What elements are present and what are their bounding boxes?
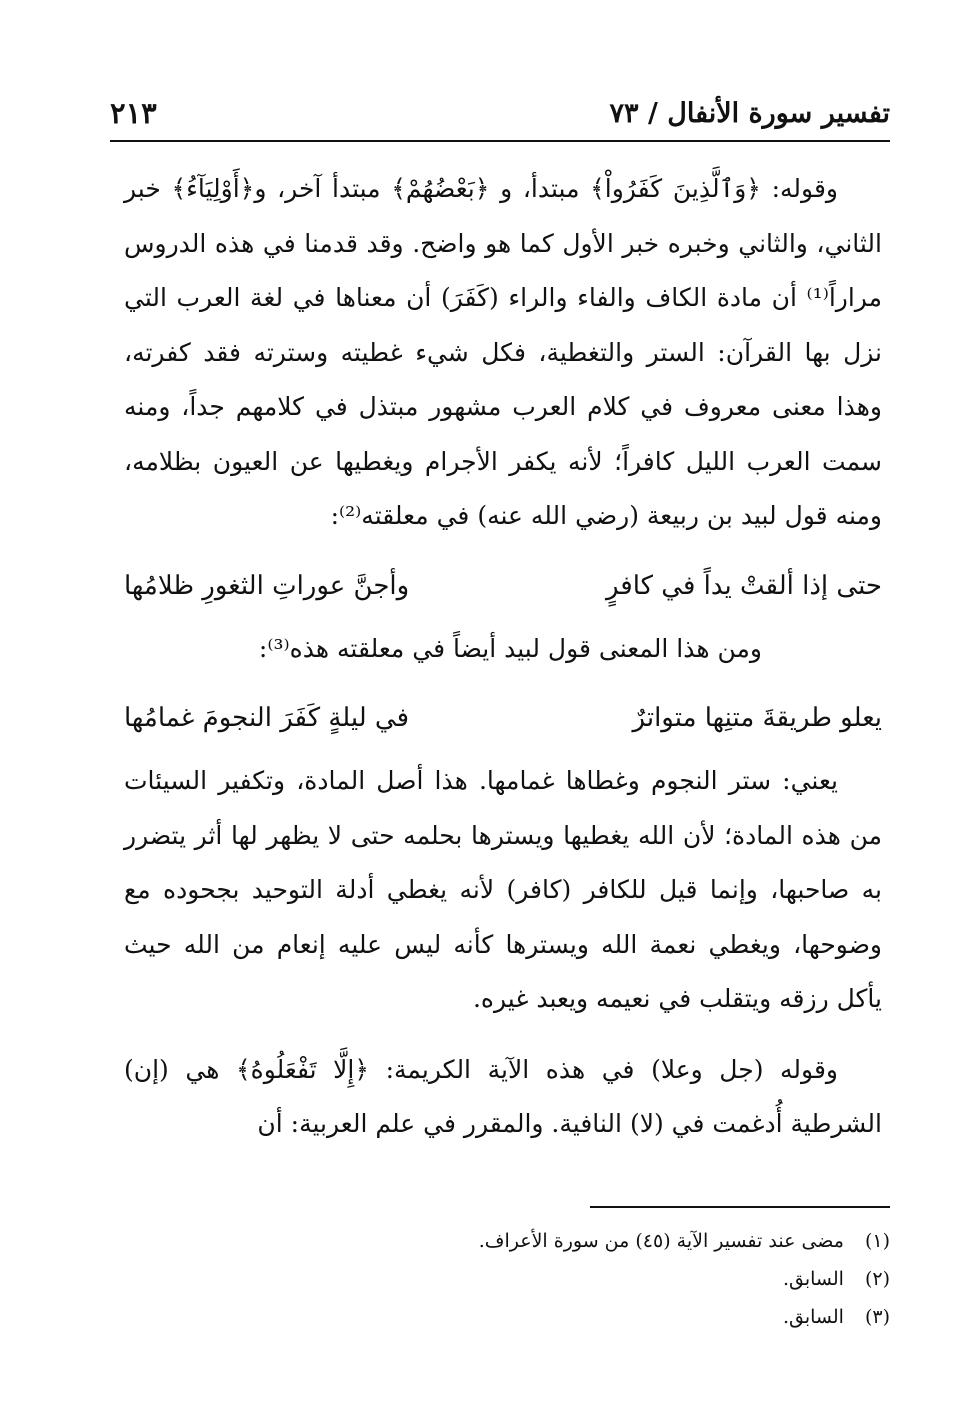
footnote-text: السابق. bbox=[782, 1268, 844, 1290]
page-number: ٢١٣ bbox=[110, 96, 157, 130]
footnote bbox=[124, 1260, 890, 1298]
verse-2-second-hemistich: في ليلةٍ كَفَرَ النجومَ غمامُها bbox=[124, 703, 410, 733]
paragraph-3: يعني: ستر النجوم وغطاها غمامها. هذا أصل المادة، وتكفير السيئات من هذه المادة؛ لأن الله يغطيها ويسترها بحلمه حتى لا يظهر لها أثر يتضرر به صاحبها، وإنما قيل للكافر (كافر) لأنه يغطي أدلة التوحيد بجحوده مع وضوحها، ويغطي نعمة الله ويسترها كأنه ليس عليه إنعام من الله حيث يأكل رزقه ويتقلب في نعيمه ويعبد غيره. bbox=[124, 766, 882, 1013]
page-header bbox=[110, 92, 890, 142]
footnote-text: السابق. bbox=[782, 1306, 844, 1328]
main-text bbox=[124, 162, 882, 1152]
verse-1 bbox=[124, 558, 882, 614]
footnote bbox=[124, 1298, 890, 1336]
footnote-number: (٢) bbox=[864, 1268, 890, 1290]
paragraph-1: وقوله: ﴿وَٱلَّذِينَ كَفَرُواْ﴾ مبتدأ، و ﴿بَعْضُهُمْ﴾ مبتدأ آخر، و﴿أَوْلِيَآءُ﴾ خبر الثاني، والثاني وخبره خبر الأول كما هو واضح. وقد قدمنا في هذه الدروس مراراً⁽¹⁾ أن مادة الكاف والفاء والراء (كَفَرَ) أن معناها في لغة العرب التي نزل بها القرآن: الستر والتغطية، فكل شيء غطيته وسترته فقد كفرته، وهذا معنى معروف في كلام العرب مشهور مبتذل في كلامهم جداً، ومنه سمت العرب الليل كافراً؛ لأنه يكفر الأجرام ويغطيها عن العيون بظلامه، ومنه قول لبيد بن ربيعة (رضي الله عنه) في معلقته⁽²⁾: bbox=[124, 174, 882, 530]
verse-2 bbox=[124, 690, 882, 746]
running-title: تفسير سورة الأنفال / ٧٣ bbox=[609, 98, 890, 129]
paragraph-4: وقوله (جل وعلا) في هذه الآية الكريمة: ﴿إِلَّا تَفْعَلُوهُ﴾ هي (إن) الشرطية أُدغمت في (لا) النافية. والمقرر في علم العربية: أن bbox=[124, 1054, 882, 1138]
verse-2-first-hemistich: يعلو طريقةَ متنِها متواترٌ bbox=[632, 703, 882, 733]
paragraph-2: ومن هذا المعنى قول لبيد أيضاً في معلقته هذه⁽³⁾: bbox=[258, 633, 762, 663]
footnote-number: (١) bbox=[864, 1230, 890, 1252]
footnote-number: (٣) bbox=[864, 1306, 890, 1328]
footnote-separator bbox=[590, 1206, 890, 1208]
verse-1-first-hemistich: حتى إذا ألقتْ يداً في كافرٍ bbox=[605, 570, 882, 601]
footnote bbox=[124, 1222, 890, 1260]
footnotes bbox=[124, 1222, 890, 1336]
verse-1-second-hemistich: وأجنَّ عوراتِ الثغورِ ظلامُها bbox=[124, 570, 410, 601]
footnote-text: مضى عند تفسير الآية (٤٥) من سورة الأعراف. bbox=[478, 1230, 844, 1252]
